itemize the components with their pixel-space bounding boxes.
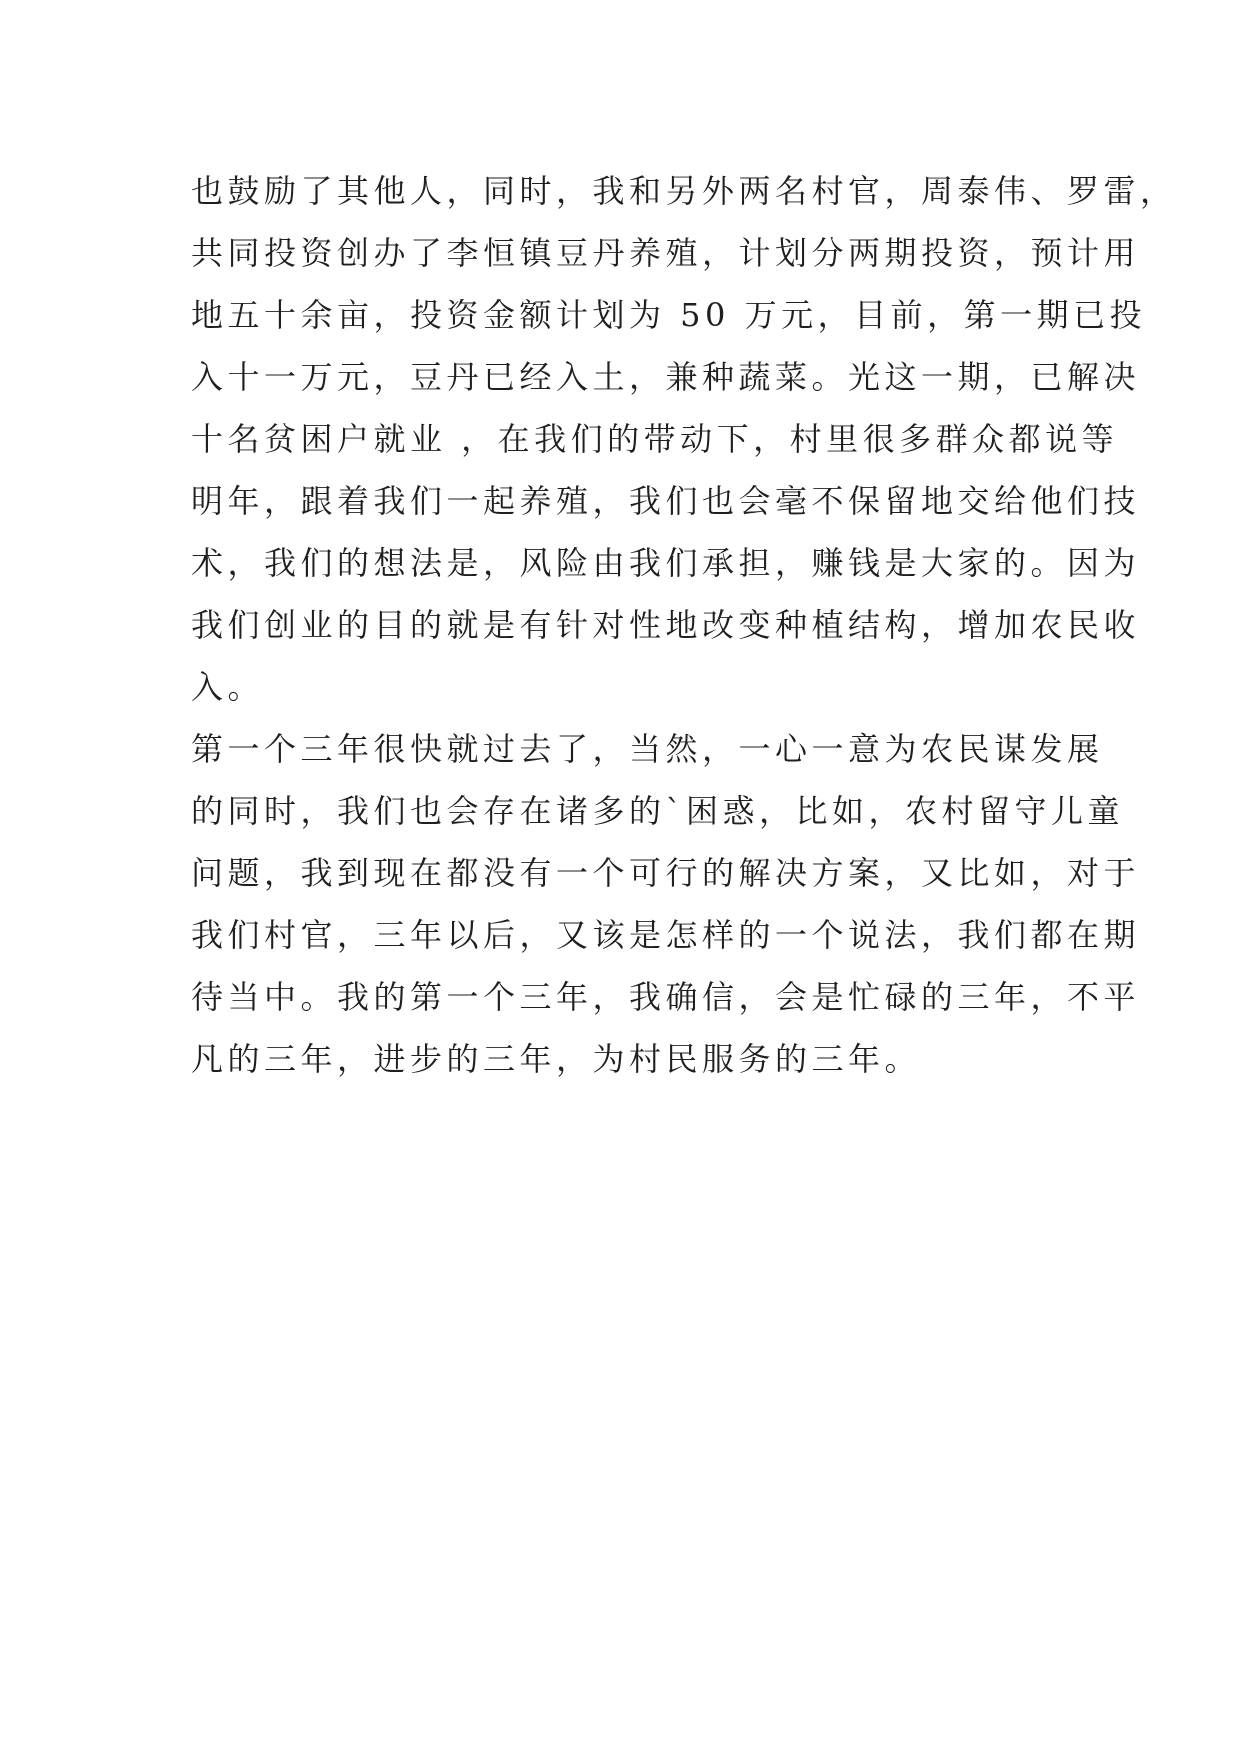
text-line: 明年，跟着我们一起养殖，我们也会毫不保留地交给他们技 <box>191 482 1141 520</box>
text-line: 术，我们的想法是，风险由我们承担，赚钱是大家的。因为 <box>191 544 1141 582</box>
text-line: 入。 <box>191 668 265 706</box>
text-line: 待当中。我的第一个三年，我确信，会是忙碌的三年，不平 <box>191 978 1141 1016</box>
text-line: 我们创业的目的就是有针对性地改变种植结构，增加农民收 <box>191 606 1141 644</box>
text-line: 凡的三年，进步的三年，为村民服务的三年。 <box>191 1040 922 1078</box>
text-line: 地五十余亩，投资金额计划为 50 万元，目前，第一期已投 <box>191 296 1147 334</box>
text-line: 共同投资创办了李恒镇豆丹养殖，计划分两期投资，预计用 <box>191 234 1141 272</box>
text-line: 问题，我到现在都没有一个可行的解决方案，又比如，对于 <box>191 854 1141 892</box>
text-line: 入十一万元，豆丹已经入土，兼种蔬菜。光这一期，已解决 <box>191 358 1141 396</box>
text-line: 我们村官，三年以后，又该是怎样的一个说法，我们都在期 <box>191 916 1141 954</box>
text-line: 第一个三年很快就过去了，当然，一心一意为农民谋发展 <box>191 730 1104 768</box>
text-line: 的同时，我们也会存在诸多的`困惑，比如，农村留守儿童 <box>191 792 1125 830</box>
text-line: 十名贫困户就业 ，在我们的带动下，村里很多群众都说等 <box>191 420 1119 458</box>
text-line: 也鼓励了其他人，同时，我和另外两名村官，周泰伟、罗雷， <box>191 172 1177 210</box>
body-text <box>191 160 1177 1090</box>
